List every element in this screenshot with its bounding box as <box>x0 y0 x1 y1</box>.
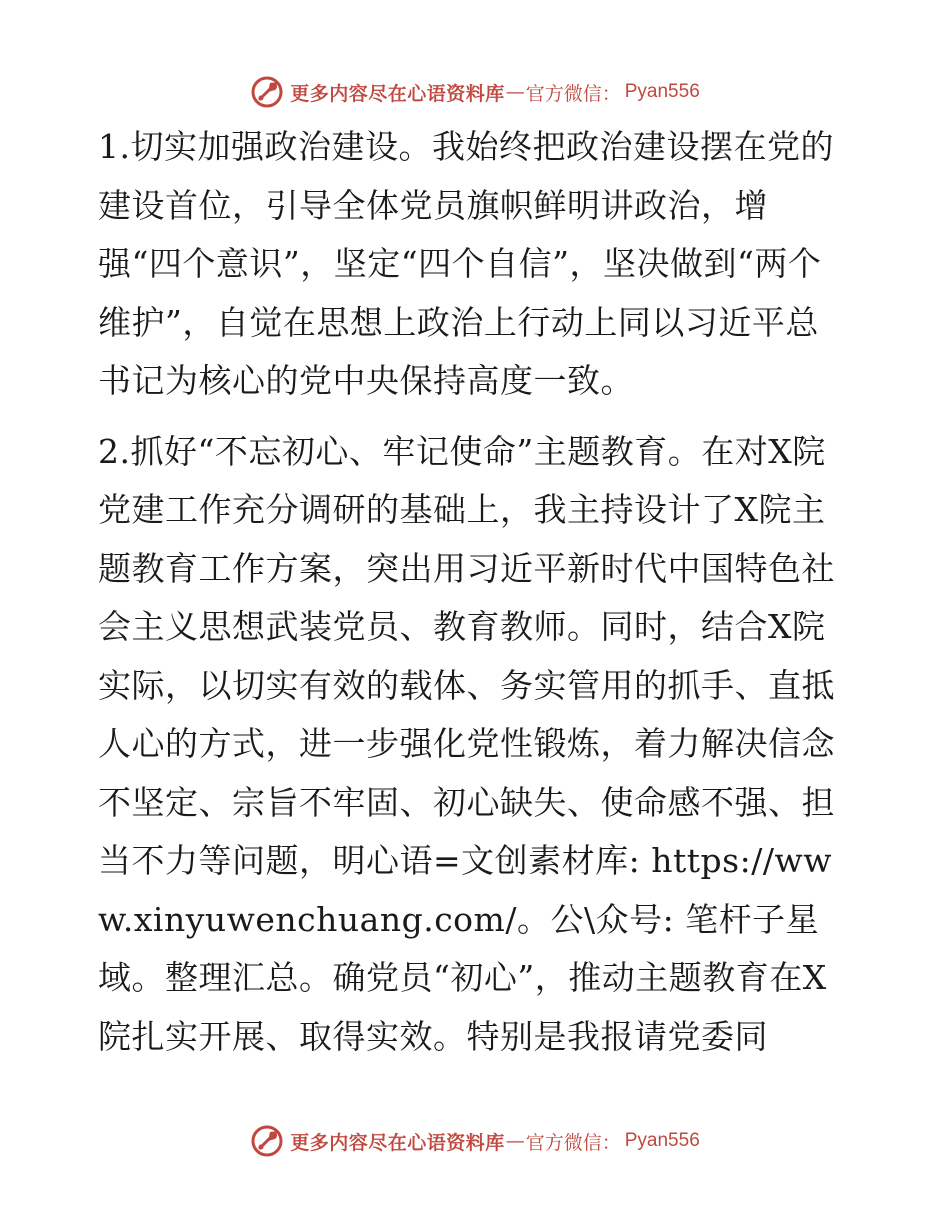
footer-banner <box>0 1121 950 1161</box>
banner-text: 更多内容尽在心语资料库 <box>290 1131 505 1154</box>
banner-wechat-id: Pyan556 <box>624 81 700 102</box>
document-body <box>98 118 850 1066</box>
quill-seal-icon <box>250 75 284 109</box>
paragraph-1: 1.切实加强政治建设。我始终把政治建设摆在党的建设首位，引导全体党员旗帜鲜明讲政治，增强“四个意识”，坚定“四个自信”，坚决做到“两个维护”，自觉在思想上政治上行动上同以习近平总书记为核心的党中央保持高度一致。 <box>98 127 834 400</box>
banner-separator: — <box>505 81 525 103</box>
banner-text: 更多内容尽在心语资料库 <box>290 82 505 105</box>
banner-separator: — <box>505 1130 525 1152</box>
banner-wechat-label: 官方微信： <box>525 1131 621 1154</box>
header-banner <box>0 72 950 112</box>
paragraph-2: 2.抓好“不忘初心、牢记使命”主题教育。在对X院党建工作充分调研的基础上，我主持设计了X院主题教育工作方案，突出用习近平新时代中国特色社会主义思想武装党员、教育教师。同时，结合X院实际，以切实有效的载体、务实管用的抓手、直抵人心的方式，进一步强化党性锻炼，着力解决信念不坚定、宗旨不牢固、初心缺失、使命感不强、担当不力等问题，明心语=文创素材库: https://www.xinyuwenchuang.com/。公\众号: 笔杆子星域。整理汇总。确党员“初心”，推动主题教育在X院扎实开展、取得实效。特别是我报请党委同 <box>98 431 835 1056</box>
quill-seal-icon <box>250 1124 284 1158</box>
banner-wechat-id: Pyan556 <box>624 1130 700 1151</box>
paragraph-gap <box>98 411 850 423</box>
banner-wechat-label: 官方微信： <box>525 82 621 105</box>
